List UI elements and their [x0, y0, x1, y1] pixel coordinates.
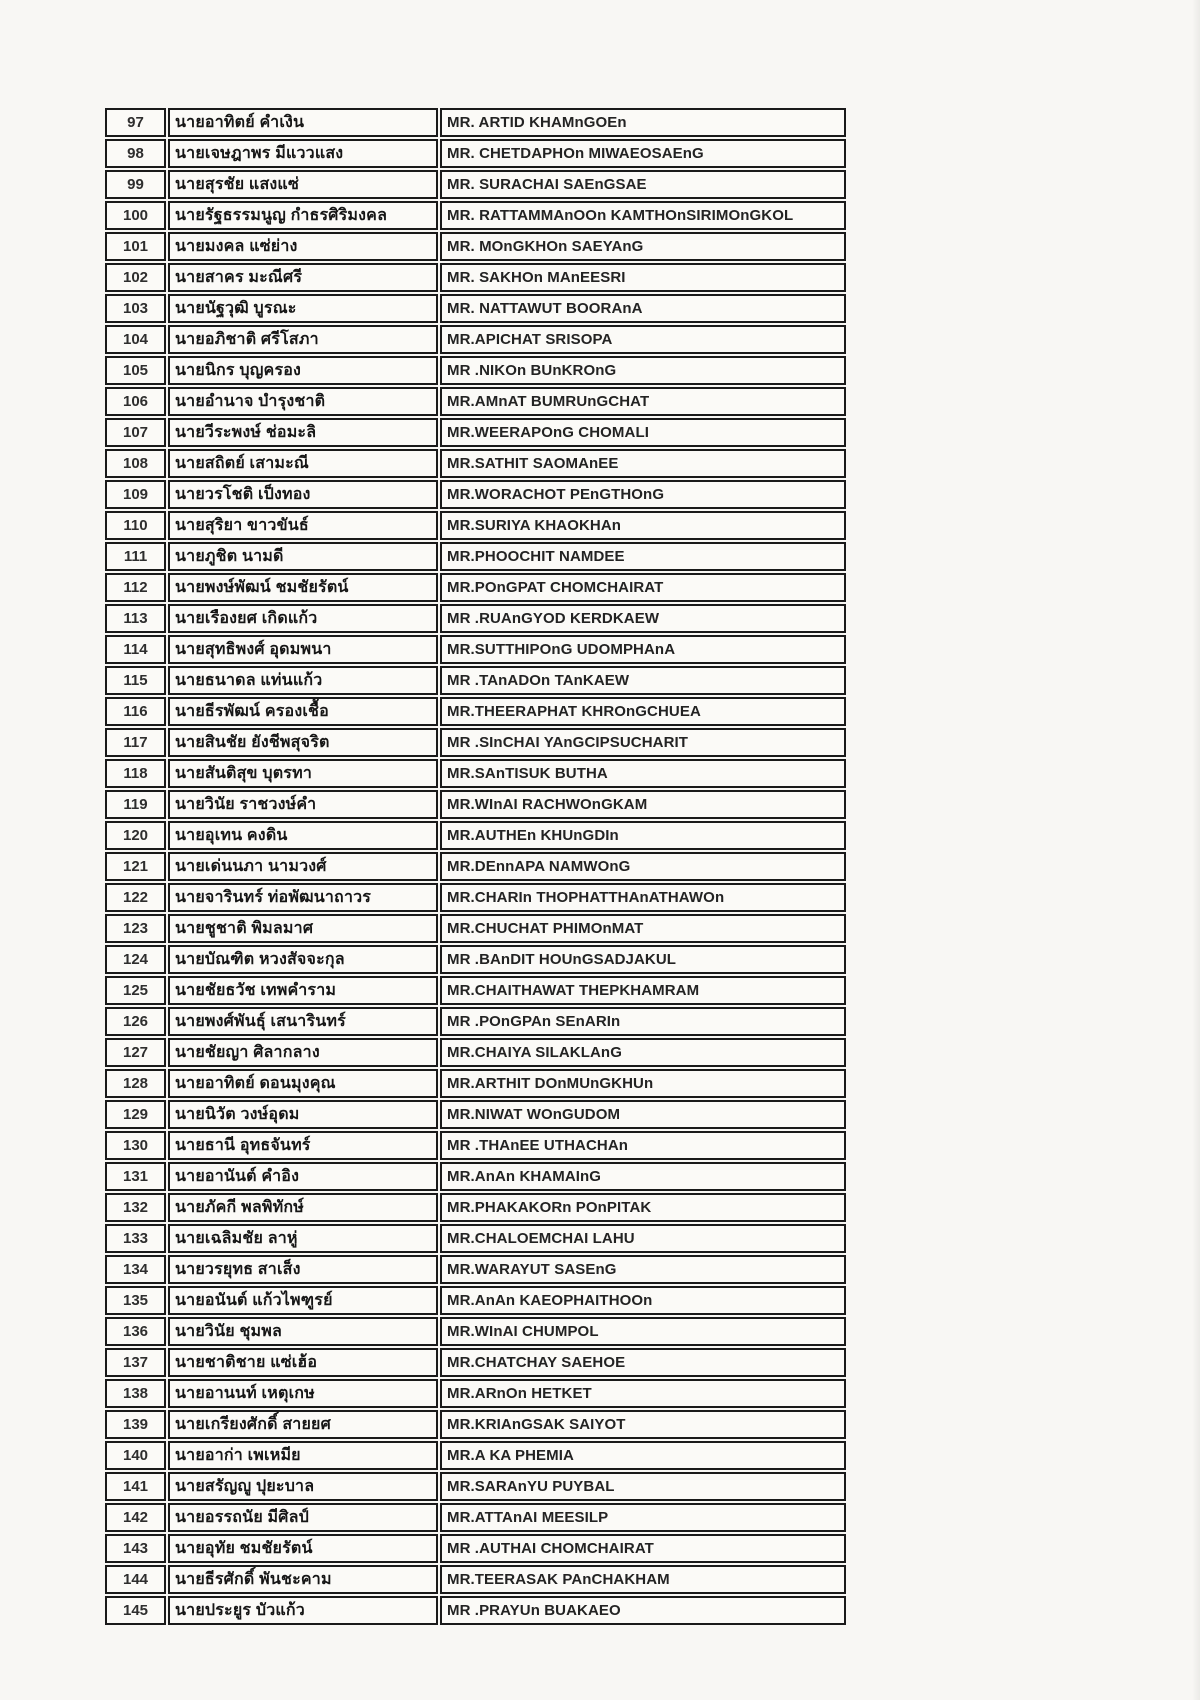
- table-row: [105, 1100, 846, 1129]
- table-row: [105, 790, 846, 819]
- table-row: [105, 108, 846, 137]
- table-row: [105, 759, 846, 788]
- table-row: [105, 1503, 846, 1532]
- table-row: [105, 945, 846, 974]
- english-name-cell: MR.SARAnYU PUYBAL: [440, 1472, 846, 1501]
- thai-name-cell: นายจารินทร์ ท่อพัฒนาถาวร: [168, 883, 438, 912]
- row-number-cell: 126: [105, 1007, 166, 1036]
- table-row: [105, 1441, 846, 1470]
- thai-name-cell: นายวรโชติ เป็งทอง: [168, 480, 438, 509]
- table-row: [105, 449, 846, 478]
- thai-name-cell: นายสถิตย์ เสามะณี: [168, 449, 438, 478]
- row-number-cell: 119: [105, 790, 166, 819]
- row-number-cell: 115: [105, 666, 166, 695]
- english-name-cell: MR.CHARIn THOPHATTHAnATHAWOn: [440, 883, 846, 912]
- english-name-cell: MR.CHAIYA SILAKLAnG: [440, 1038, 846, 1067]
- table-row: [105, 418, 846, 447]
- thai-name-cell: นายธีรพัฒน์ ครองเชื้อ: [168, 697, 438, 726]
- row-number-cell: 130: [105, 1131, 166, 1160]
- english-name-cell: MR.SATHIT SAOMAnEE: [440, 449, 846, 478]
- table-row: [105, 201, 846, 230]
- table-row: [105, 852, 846, 881]
- english-name-cell: MR. NATTAWUT BOORAnA: [440, 294, 846, 323]
- table-row: [105, 325, 846, 354]
- english-name-cell: MR.SAnTISUK BUTHA: [440, 759, 846, 788]
- thai-name-cell: นายอรรถนัย มีศิลป์: [168, 1503, 438, 1532]
- table-row: [105, 1379, 846, 1408]
- english-name-cell: MR. SAKHOn MAnEESRI: [440, 263, 846, 292]
- table-row: [105, 480, 846, 509]
- thai-name-cell: นายธานี อุทธจันทร์: [168, 1131, 438, 1160]
- table-row: [105, 1565, 846, 1594]
- row-number-cell: 142: [105, 1503, 166, 1532]
- row-number-cell: 136: [105, 1317, 166, 1346]
- english-name-cell: MR.PHOOCHIT NAMDEE: [440, 542, 846, 571]
- row-number-cell: 118: [105, 759, 166, 788]
- table-row: [105, 232, 846, 261]
- english-name-cell: MR.CHALOEMCHAI LAHU: [440, 1224, 846, 1253]
- thai-name-cell: นายวินัย ชุมพล: [168, 1317, 438, 1346]
- table-row: [105, 1286, 846, 1315]
- table-row: [105, 697, 846, 726]
- row-number-cell: 143: [105, 1534, 166, 1563]
- table-row: [105, 263, 846, 292]
- english-name-cell: MR.CHAITHAWAT THEPKHAMRAM: [440, 976, 846, 1005]
- thai-name-cell: นายอานันต์ คำอิง: [168, 1162, 438, 1191]
- english-name-cell: MR.CHUCHAT PHIMOnMAT: [440, 914, 846, 943]
- table-row: [105, 1348, 846, 1377]
- english-name-cell: MR .THAnEE UTHACHAn: [440, 1131, 846, 1160]
- english-name-cell: MR.AnAn KAEOPHAITHOOn: [440, 1286, 846, 1315]
- english-name-cell: MR.AUTHEn KHUnGDIn: [440, 821, 846, 850]
- english-name-cell: MR .SInCHAI YAnGCIPSUCHARIT: [440, 728, 846, 757]
- english-name-cell: MR.AnAn KHAMAInG: [440, 1162, 846, 1191]
- english-name-cell: MR.DEnnAPA NAMWOnG: [440, 852, 846, 881]
- thai-name-cell: นายสันติสุข บุตรทา: [168, 759, 438, 788]
- thai-name-cell: นายอาทิตย์ คำเงิน: [168, 108, 438, 137]
- thai-name-cell: นายวินัย ราชวงษ์คำ: [168, 790, 438, 819]
- thai-name-cell: นายสรัญญู ปุยะบาล: [168, 1472, 438, 1501]
- table-row: [105, 883, 846, 912]
- row-number-cell: 144: [105, 1565, 166, 1594]
- english-name-cell: MR.APICHAT SRISOPA: [440, 325, 846, 354]
- row-number-cell: 141: [105, 1472, 166, 1501]
- english-name-cell: MR.AMnAT BUMRUnGCHAT: [440, 387, 846, 416]
- name-roster-table: [103, 106, 848, 1627]
- table-row: [105, 1224, 846, 1253]
- table-row: [105, 1472, 846, 1501]
- table-row: [105, 1038, 846, 1067]
- row-number-cell: 100: [105, 201, 166, 230]
- row-number-cell: 117: [105, 728, 166, 757]
- thai-name-cell: นายวีระพงษ์ ช่อมะลิ: [168, 418, 438, 447]
- table-row: [105, 1193, 846, 1222]
- row-number-cell: 98: [105, 139, 166, 168]
- english-name-cell: MR .AUTHAI CHOMCHAIRAT: [440, 1534, 846, 1563]
- row-number-cell: 114: [105, 635, 166, 664]
- english-name-cell: MR.POnGPAT CHOMCHAIRAT: [440, 573, 846, 602]
- table-row: [105, 1255, 846, 1284]
- row-number-cell: 132: [105, 1193, 166, 1222]
- table-row: [105, 1317, 846, 1346]
- thai-name-cell: นายพงศ์พันธุ์ เสนารินทร์: [168, 1007, 438, 1036]
- row-number-cell: 101: [105, 232, 166, 261]
- thai-name-cell: นายสินชัย ยังชีพสุจริต: [168, 728, 438, 757]
- row-number-cell: 129: [105, 1100, 166, 1129]
- table-row: [105, 356, 846, 385]
- thai-name-cell: นายสุทธิพงศ์ อุดมพนา: [168, 635, 438, 664]
- table-row: [105, 294, 846, 323]
- english-name-cell: MR. ARTID KHAMnGOEn: [440, 108, 846, 137]
- row-number-cell: 125: [105, 976, 166, 1005]
- thai-name-cell: นายวรยุทธ สาเส็ง: [168, 1255, 438, 1284]
- thai-name-cell: นายอุทัย ชมชัยรัตน์: [168, 1534, 438, 1563]
- english-name-cell: MR.SUTTHIPOnG UDOMPHAnA: [440, 635, 846, 664]
- english-name-cell: MR.WInAI RACHWOnGKAM: [440, 790, 846, 819]
- row-number-cell: 97: [105, 108, 166, 137]
- english-name-cell: MR.SURIYA KHAOKHAn: [440, 511, 846, 540]
- row-number-cell: 113: [105, 604, 166, 633]
- row-number-cell: 124: [105, 945, 166, 974]
- thai-name-cell: นายเจษฎาพร มีแววแสง: [168, 139, 438, 168]
- thai-name-cell: นายชัยญา ศิลากลาง: [168, 1038, 438, 1067]
- table-row: [105, 728, 846, 757]
- thai-name-cell: นายภัคกี พลพิทักษ์: [168, 1193, 438, 1222]
- english-name-cell: MR.KRIAnGSAK SAIYOT: [440, 1410, 846, 1439]
- thai-name-cell: นายธนาดล แท่นแก้ว: [168, 666, 438, 695]
- thai-name-cell: นายบัณฑิต หวงสัจจะกุล: [168, 945, 438, 974]
- table-row: [105, 511, 846, 540]
- thai-name-cell: นายประยูร บัวแก้ว: [168, 1596, 438, 1625]
- table-row: [105, 1007, 846, 1036]
- scan-edge-artifact: [1192, 0, 1200, 1700]
- row-number-cell: 135: [105, 1286, 166, 1315]
- english-name-cell: MR .RUAnGYOD KERDKAEW: [440, 604, 846, 633]
- row-number-cell: 104: [105, 325, 166, 354]
- thai-name-cell: นายเฉลิมชัย ลาหู่: [168, 1224, 438, 1253]
- thai-name-cell: นายนัฐวุฒิ บูรณะ: [168, 294, 438, 323]
- thai-name-cell: นายอำนาจ บำรุงชาติ: [168, 387, 438, 416]
- thai-name-cell: นายพงษ์พัฒน์ ชมชัยรัตน์: [168, 573, 438, 602]
- row-number-cell: 105: [105, 356, 166, 385]
- english-name-cell: MR.TEERASAK PAnCHAKHAM: [440, 1565, 846, 1594]
- thai-name-cell: นายสาคร มะณีศรี: [168, 263, 438, 292]
- table-row: [105, 1069, 846, 1098]
- english-name-cell: MR. SURACHAI SAEnGSAE: [440, 170, 846, 199]
- row-number-cell: 121: [105, 852, 166, 881]
- thai-name-cell: นายอาทิตย์ ดอนมุงคุณ: [168, 1069, 438, 1098]
- row-number-cell: 116: [105, 697, 166, 726]
- row-number-cell: 138: [105, 1379, 166, 1408]
- row-number-cell: 103: [105, 294, 166, 323]
- table-row: [105, 666, 846, 695]
- table-row: [105, 1162, 846, 1191]
- english-name-cell: MR.NIWAT WOnGUDOM: [440, 1100, 846, 1129]
- thai-name-cell: นายสุริยา ขาวขันธ์: [168, 511, 438, 540]
- thai-name-cell: นายเรืองยศ เกิดแก้ว: [168, 604, 438, 633]
- table-row: [105, 170, 846, 199]
- thai-name-cell: นายอาก่า เพเหมีย: [168, 1441, 438, 1470]
- thai-name-cell: นายอภิชาติ ศรีโสภา: [168, 325, 438, 354]
- thai-name-cell: นายนิกร บุญครอง: [168, 356, 438, 385]
- row-number-cell: 111: [105, 542, 166, 571]
- english-name-cell: MR.CHATCHAY SAEHOE: [440, 1348, 846, 1377]
- row-number-cell: 110: [105, 511, 166, 540]
- english-name-cell: MR.THEERAPHAT KHROnGCHUEA: [440, 697, 846, 726]
- thai-name-cell: นายชาติชาย แซ่เฮ้อ: [168, 1348, 438, 1377]
- row-number-cell: 131: [105, 1162, 166, 1191]
- thai-name-cell: นายอุเทน คงดิน: [168, 821, 438, 850]
- thai-name-cell: นายชูชาติ พิมลมาศ: [168, 914, 438, 943]
- english-name-cell: MR. RATTAMMAnOOn KAMTHOnSIRIMOnGKOL: [440, 201, 846, 230]
- english-name-cell: MR. MOnGKHOn SAEYAnG: [440, 232, 846, 261]
- table-row: [105, 139, 846, 168]
- row-number-cell: 120: [105, 821, 166, 850]
- english-name-cell: MR.ATTAnAI MEESILP: [440, 1503, 846, 1532]
- thai-name-cell: นายมงคล แซ่ย่าง: [168, 232, 438, 261]
- row-number-cell: 137: [105, 1348, 166, 1377]
- thai-name-cell: นายชัยธวัช เทพคำราม: [168, 976, 438, 1005]
- thai-name-cell: นายนิวัต วงษ์อุดม: [168, 1100, 438, 1129]
- english-name-cell: MR.ARTHIT DOnMUnGKHUn: [440, 1069, 846, 1098]
- english-name-cell: MR.WARAYUT SASEnG: [440, 1255, 846, 1284]
- row-number-cell: 109: [105, 480, 166, 509]
- table-row: [105, 1410, 846, 1439]
- english-name-cell: MR.WEERAPOnG CHOMALI: [440, 418, 846, 447]
- table-row: [105, 573, 846, 602]
- english-name-cell: MR.ARnOn HETKET: [440, 1379, 846, 1408]
- english-name-cell: MR .BAnDIT HOUnGSADJAKUL: [440, 945, 846, 974]
- table-row: [105, 976, 846, 1005]
- row-number-cell: 134: [105, 1255, 166, 1284]
- row-number-cell: 106: [105, 387, 166, 416]
- thai-name-cell: นายเกรียงศักดิ์ สายยศ: [168, 1410, 438, 1439]
- row-number-cell: 99: [105, 170, 166, 199]
- row-number-cell: 139: [105, 1410, 166, 1439]
- table-row: [105, 387, 846, 416]
- row-number-cell: 102: [105, 263, 166, 292]
- english-name-cell: MR.PHAKAKORn POnPITAK: [440, 1193, 846, 1222]
- name-roster-body: [105, 108, 846, 1625]
- english-name-cell: MR.WORACHOT PEnGTHOnG: [440, 480, 846, 509]
- row-number-cell: 140: [105, 1441, 166, 1470]
- thai-name-cell: นายอนันต์ แก้วไพฑูรย์: [168, 1286, 438, 1315]
- english-name-cell: MR.A KA PHEMIA: [440, 1441, 846, 1470]
- english-name-cell: MR. CHETDAPHOn MIWAEOSAEnG: [440, 139, 846, 168]
- row-number-cell: 127: [105, 1038, 166, 1067]
- table-row: [105, 635, 846, 664]
- row-number-cell: 128: [105, 1069, 166, 1098]
- row-number-cell: 122: [105, 883, 166, 912]
- row-number-cell: 112: [105, 573, 166, 602]
- table-row: [105, 914, 846, 943]
- table-row: [105, 1534, 846, 1563]
- table-row: [105, 821, 846, 850]
- row-number-cell: 108: [105, 449, 166, 478]
- thai-name-cell: นายภูชิต นามดี: [168, 542, 438, 571]
- thai-name-cell: นายเด่นนภา นามวงศ์: [168, 852, 438, 881]
- row-number-cell: 107: [105, 418, 166, 447]
- row-number-cell: 133: [105, 1224, 166, 1253]
- english-name-cell: MR.WInAI CHUMPOL: [440, 1317, 846, 1346]
- thai-name-cell: นายสุรชัย แสงแซ่: [168, 170, 438, 199]
- table-row: [105, 542, 846, 571]
- english-name-cell: MR .TAnADOn TAnKAEW: [440, 666, 846, 695]
- row-number-cell: 145: [105, 1596, 166, 1625]
- english-name-cell: MR .PRAYUn BUAKAEO: [440, 1596, 846, 1625]
- row-number-cell: 123: [105, 914, 166, 943]
- table-row: [105, 1131, 846, 1160]
- english-name-cell: MR .NIKOn BUnKROnG: [440, 356, 846, 385]
- thai-name-cell: นายอานนท์ เหตุเกษ: [168, 1379, 438, 1408]
- table-row: [105, 604, 846, 633]
- english-name-cell: MR .POnGPAn SEnARIn: [440, 1007, 846, 1036]
- thai-name-cell: นายรัฐธรรมนูญ กำธรศิริมงคล: [168, 201, 438, 230]
- thai-name-cell: นายธีรศักดิ์ พันชะคาม: [168, 1565, 438, 1594]
- table-row: [105, 1596, 846, 1625]
